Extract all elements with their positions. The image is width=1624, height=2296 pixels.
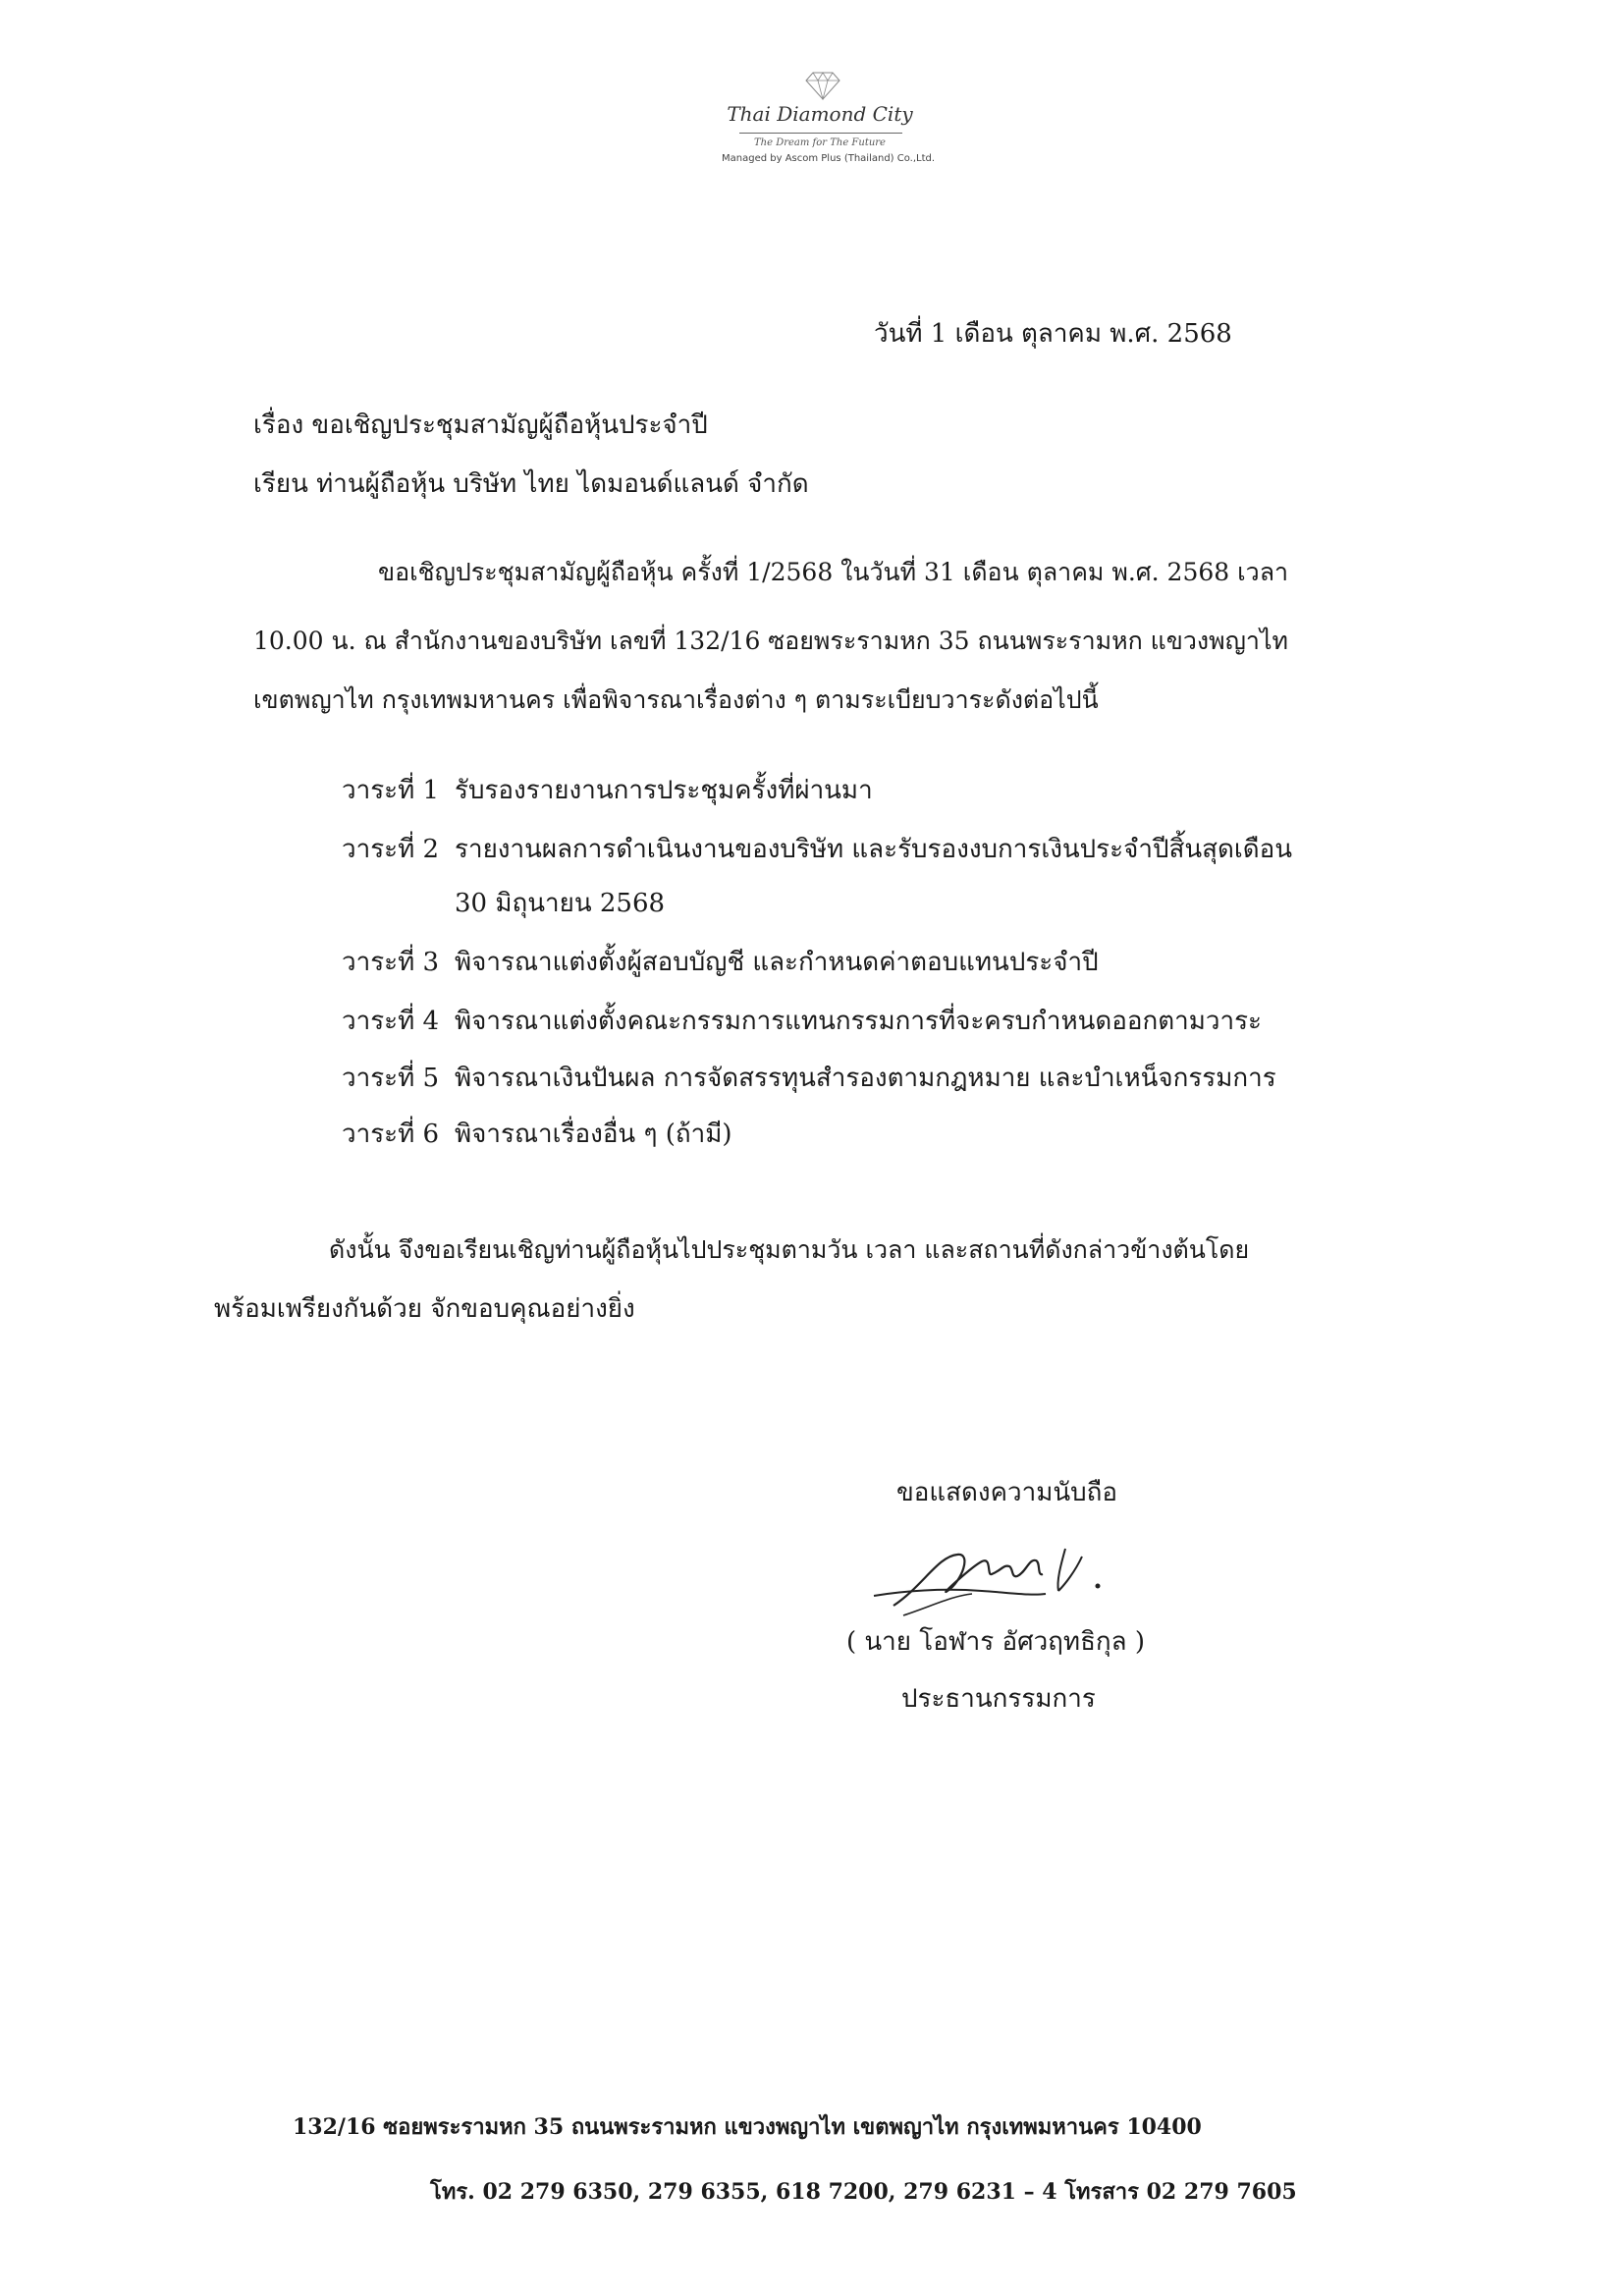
signatory-name: ( นาย โอฬาร อัศวฤทธิกุล ) [846, 1627, 1146, 1657]
agenda-label-6: วาระที่ 6 [342, 1120, 440, 1149]
agenda-label-1: วาระที่ 1 [342, 776, 440, 805]
closing-line-2: พร้อมเพรียงกันด้วย จักขอบคุณอย่างยิ่ง [214, 1294, 635, 1324]
agenda-label-3: วาระที่ 3 [342, 948, 440, 977]
agenda-item-2-cont: 30 มิถุนายน 2568 [455, 889, 666, 918]
diamond-icon [805, 69, 840, 100]
logo-managed-by: Managed by Ascom Plus (Thailand) Co.,Ltd. [722, 153, 936, 164]
signatory-title: ประธานกรรมการ [901, 1684, 1096, 1714]
agenda-label-5: วาระที่ 5 [342, 1064, 440, 1093]
body-line-3: เขตพญาไท กรุงเทพมหานคร เพื่อพิจารณาเรื่องต่าง ๆ ตามระเบียบวาระดังต่อไปนี้ [253, 685, 1099, 714]
agenda-item-4: พิจารณาแต่งตั้งคณะกรรมการแทนกรรมการที่จะครบกำหนดออกตามวาระ [455, 1007, 1263, 1036]
agenda-item-1: รับรองรายงานการประชุมครั้งที่ผ่านมา [455, 776, 873, 805]
agenda-item-3: พิจารณาแต่งตั้งผู้สอบบัญชี และกำหนดค่าตอบแทนประจำปี [455, 948, 1099, 977]
agenda-label-2: วาระที่ 2 [342, 835, 440, 864]
sign-off: ขอแสดงความนับถือ [896, 1478, 1117, 1507]
company-logo [722, 69, 936, 177]
closing-line-1: ดังนั้น จึงขอเรียนเชิญท่านผู้ถือหุ้นไปประชุมตามวัน เวลา และสถานที่ดังกล่าวข้างต้นโดย [329, 1235, 1250, 1264]
recipient-line: เรียน ท่านผู้ถือหุ้น บริษัท ไทย ไดมอนด์แลนด์ จำกัด [253, 469, 809, 499]
agenda-label-4: วาระที่ 4 [342, 1007, 440, 1036]
logo-name: Thai Diamond City [727, 102, 913, 126]
date-line: วันที่ 1 เดือน ตุลาคม พ.ศ. 2568 [874, 319, 1232, 349]
agenda-item-6: พิจารณาเรื่องอื่น ๆ (ถ้ามี) [455, 1120, 732, 1149]
subject-line: เรื่อง ขอเชิญประชุมสามัญผู้ถือหุ้นประจำปี [253, 410, 708, 440]
logo-divider [739, 133, 902, 134]
agenda-item-2: รายงานผลการดำเนินงานของบริษัท และรับรองงบการเงินประจำปีสิ้นสุดเดือน [455, 835, 1293, 864]
body-line-1: ขอเชิญประชุมสามัญผู้ถือหุ้น ครั้งที่ 1/2568 ในวันที่ 31 เดือน ตุลาคม พ.ศ. 2568 เวลา [378, 558, 1289, 586]
footer-address: 132/16 ซอยพระรามหก 35 ถนนพระรามหก แขวงพญาไท เขตพญาไท กรุงเทพมหานคร 10400 [293, 2114, 1202, 2140]
footer-contact: โทร. 02 279 6350, 279 6355, 618 7200, 279 6231 – 4 โทรสาร 02 279 7605 [430, 2179, 1297, 2205]
agenda-item-5: พิจารณาเงินปันผล การจัดสรรทุนสำรองตามกฎหมาย และบำเหน็จกรรมการ [455, 1064, 1276, 1093]
logo-tagline: The Dream for The Future [754, 137, 886, 148]
handwritten-signature [864, 1537, 1119, 1625]
body-line-2: 10.00 น. ณ สำนักงานของบริษัท เลขที่ 132/16 ซอยพระรามหก 35 ถนนพระรามหก แขวงพญาไท [253, 627, 1289, 655]
